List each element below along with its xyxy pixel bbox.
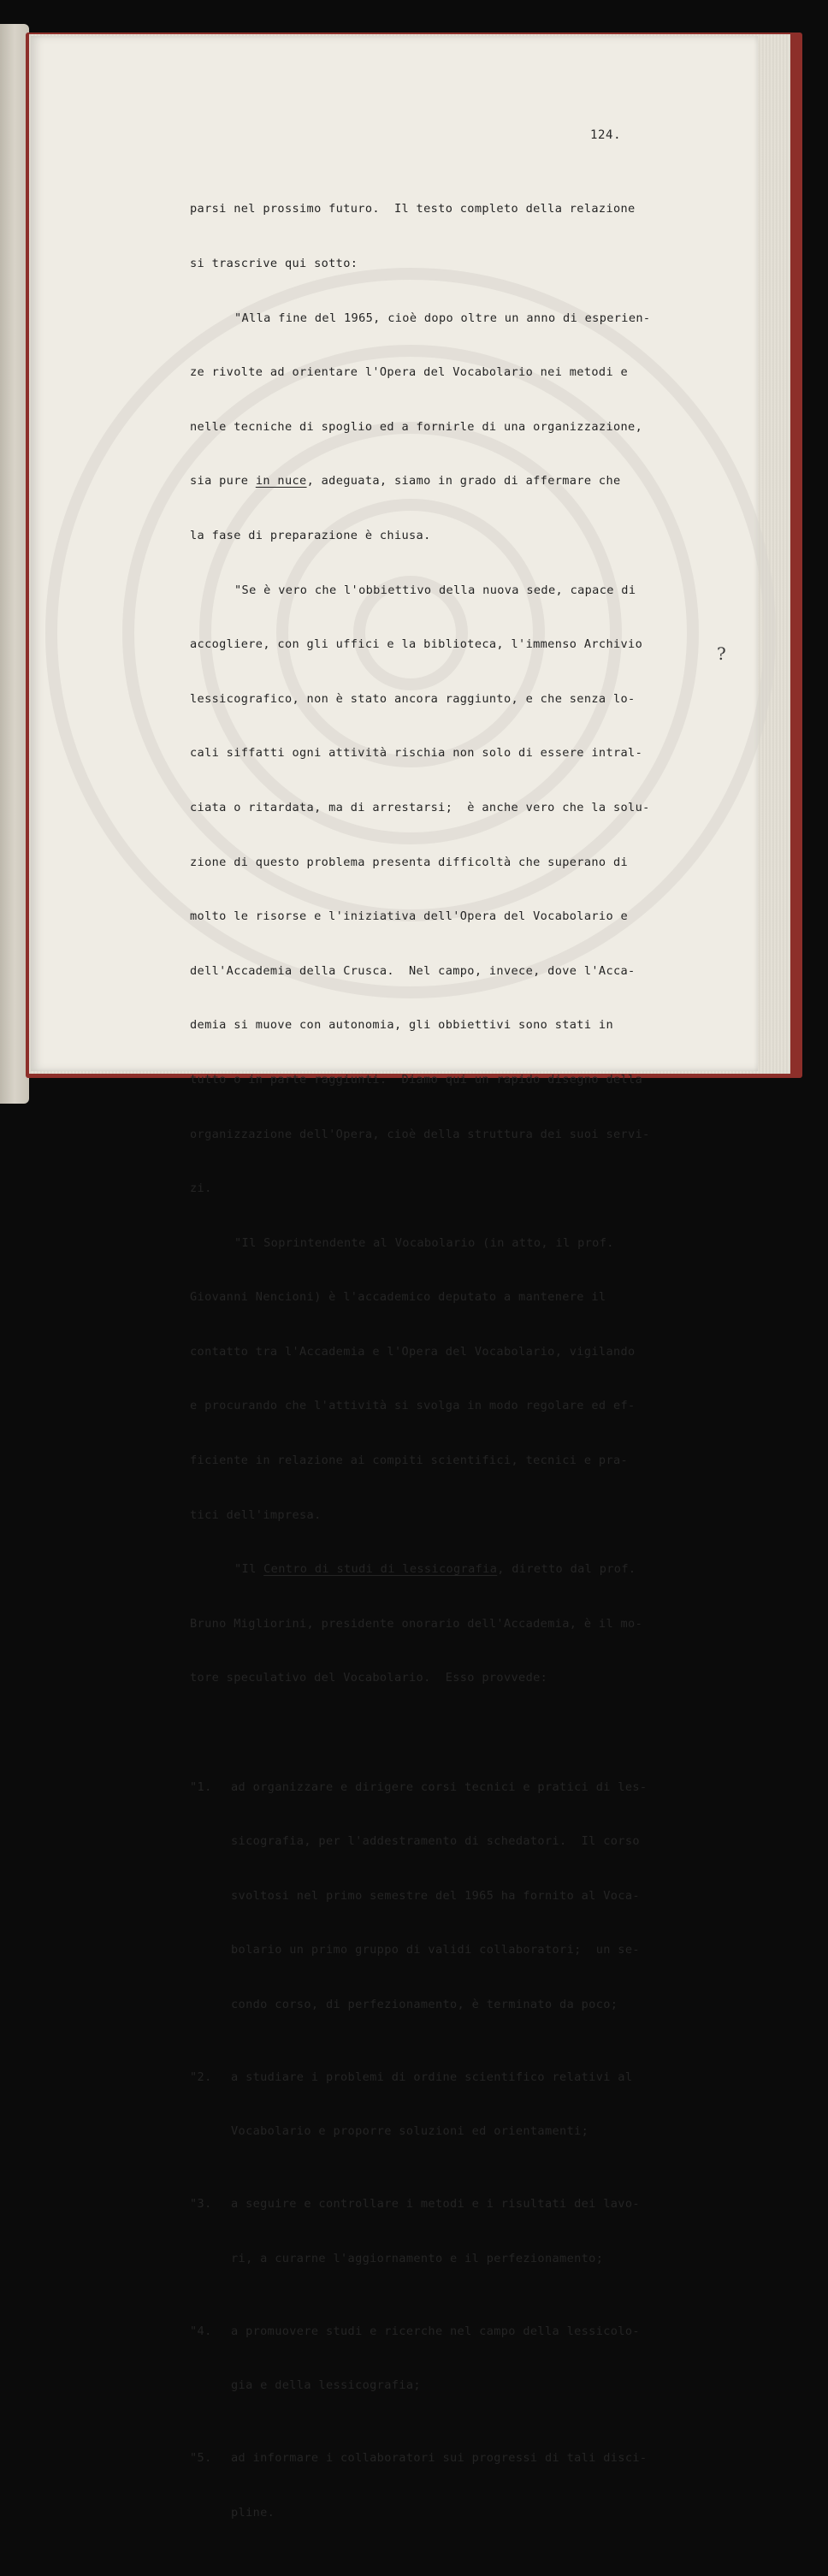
list-item (190, 2323, 677, 2341)
list-number: "1. (190, 1780, 212, 1794)
text-line: ficiente in relazione ai compiti scientifici, tecnici e pra- (190, 1454, 629, 1468)
text-line: tici dell'impresa. (190, 1507, 322, 1522)
list-text: svoltosi nel primo semestre del 1965 ha fornito al Voca- (231, 1888, 640, 1903)
text-line: lessicografico, non è stato ancora raggiunto, e che senza lo- (190, 691, 636, 706)
underlined-phrase: Centro di studi di lessicografia (263, 1562, 498, 1577)
text-fragment: , adeguata, siamo in grado di affermare che (306, 474, 621, 489)
list-text: a studiare i problemi di ordine scientifico relativi al (231, 2070, 633, 2084)
list-text: gia e della lessicografia; (231, 2378, 421, 2393)
list-text: Vocabolario e proporre soluzioni ed orientamenti; (231, 2124, 589, 2139)
text-line: nelle tecniche di spoglio ed a fornirle di una organizzazione, (190, 419, 643, 434)
text-line: molto le risorse e l'iniziativa dell'Opera del Vocabolario e (190, 909, 629, 924)
text-line: zione di questo problema presenta difficoltà che superano di (190, 855, 629, 869)
list-number: "4. (190, 2324, 212, 2338)
list-item (190, 2195, 677, 2213)
list-item (190, 2449, 677, 2467)
text-line: ciata o ritardata, ma di arrestarsi; è anche vero che la solu- (190, 800, 650, 814)
facing-page-edge (0, 24, 29, 1104)
list-text: a seguire e controllare i metodi e i risultati dei lavo- (231, 2197, 640, 2212)
text-fragment: sia pure (190, 474, 256, 489)
text-line: Giovanni Nencioni) è l'accademico deputato a mantenere il (190, 1290, 606, 1305)
list-text: bolario un primo gruppo di validi collaboratori; un se- (231, 1943, 640, 1957)
list-item (190, 2069, 677, 2087)
text-line: "Alla fine del 1965, cioè dopo oltre un anno di esperien- (234, 311, 651, 325)
list-number: "2. (190, 2070, 212, 2084)
text-line: ze rivolte ad orientare l'Opera del Vocabolario nei metodi e (190, 365, 629, 380)
margin-annotation: ? (717, 643, 726, 664)
page-number: 124. (590, 128, 622, 142)
text-line: organizzazione dell'Opera, cioè della struttura dei suoi servi- (190, 1127, 650, 1141)
text-line (190, 1560, 677, 1578)
text-line: parsi nel prossimo futuro. Il testo completo della relazione (190, 202, 636, 216)
list-text: ad informare i collaboratori sui progressi di tali disci- (231, 2450, 648, 2465)
text-line: la fase di preparazione è chiusa. (190, 528, 431, 542)
body-text (190, 164, 677, 2576)
list-text: a promuovere studi e ricerche nel campo della lessicolo- (231, 2324, 640, 2338)
list-text: pline. (231, 2505, 275, 2520)
text-line: zi. (190, 1181, 212, 1196)
text-line: si trascrive qui sotto: (190, 257, 358, 270)
text-line: dell'Accademia della Crusca. Nel campo, invece, dove l'Acca- (190, 963, 636, 978)
list-text: sicografia, per l'addestramento di schedatori. Il corso (231, 1834, 640, 1849)
text-line: cali siffatti ogni attività rischia non solo di essere intral- (190, 746, 643, 761)
list-item (190, 1779, 677, 1797)
text-line: "Il Soprintendente al Vocabolario (in atto, il prof. (234, 1235, 614, 1250)
text-line: tutto o in parte raggiunti. Diamo qui un rapido disegno della (190, 1072, 643, 1087)
text-line: Bruno Migliorini, presidente onorario dell'Accademia, è il mo- (190, 1616, 643, 1631)
list-text: ri, a curarne l'aggiornamento e il perfezionamento; (231, 2251, 604, 2265)
text-line: tore speculativo del Vocabolario. Esso provvede: (190, 1671, 548, 1685)
underlined-phrase: in nuce (255, 474, 307, 489)
text-fragment: , diretto dal prof. (497, 1562, 636, 1577)
text-line: demia si muove con autonomia, gli obbiettivi sono stati in (190, 1018, 613, 1033)
list-text: condo corso, di perfezionamento, è terminato da poco; (231, 1998, 618, 2012)
list-number: "5. (190, 2450, 212, 2465)
text-line (190, 472, 677, 490)
list-number: "3. (190, 2197, 212, 2212)
text-line: accogliere, con gli uffici e la biblioteca, l'immenso Archivio (190, 637, 643, 652)
text-fragment: "Il (234, 1562, 264, 1577)
numbered-list (190, 1742, 677, 2558)
text-line: "Se è vero che l'obbiettivo della nuova sede, capace di (234, 583, 636, 597)
text-line: contatto tra l'Accademia e l'Opera del Vocabolario, vigilando (190, 1344, 636, 1359)
text-line: e procurando che l'attività si svolga in modo regolare ed ef- (190, 1399, 636, 1413)
list-text: ad organizzare e dirigere corsi tecnici e pratici di les- (231, 1780, 648, 1794)
